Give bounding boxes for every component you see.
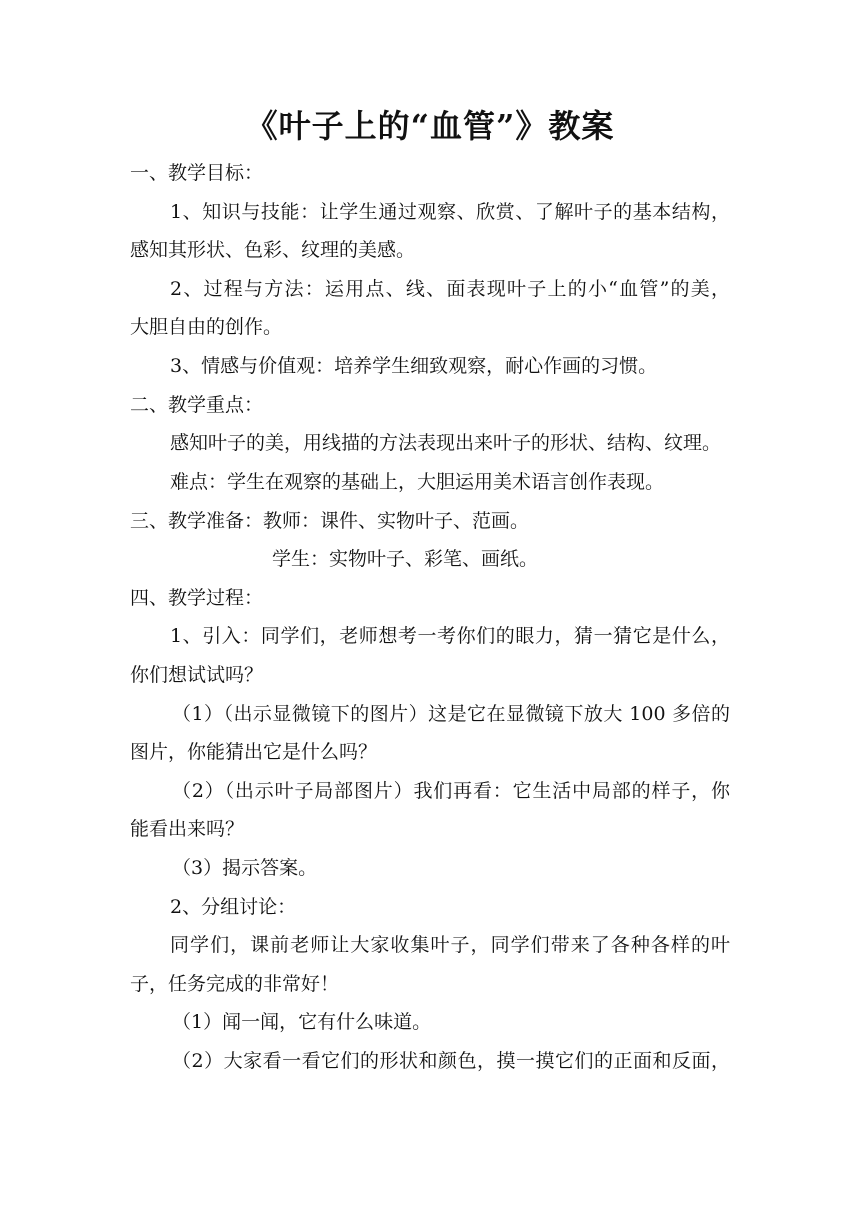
paragraph-line: 难点：学生在观察的基础上，大胆运用美术语言创作表现。: [170, 471, 665, 493]
section-heading-process: 四、教学过程：: [130, 587, 264, 609]
paragraph-line: 感知叶子的美，用线描的方法表现出来叶子的形状、结构、纹理。: [170, 432, 722, 454]
paragraph-line: 1、引入：同学们，老师想考一考你们的眼力，猜一猜它是什么，: [170, 625, 730, 647]
paragraph-line: 子，任务完成的非常好！: [130, 973, 340, 995]
paragraph-line: （2）（出示叶子局部图片）我们再看：它生活中局部的样子，你: [172, 780, 730, 802]
paragraph-line: 大胆自由的创作。: [130, 316, 283, 338]
paragraph-line: 学生：实物叶子、彩笔、画纸。: [272, 548, 539, 570]
paragraph-line: 你们想试试吗？: [130, 664, 264, 686]
paragraph-line: 图片，你能猜出它是什么吗？: [130, 741, 378, 763]
paragraph-line: （3）揭示答案。: [172, 857, 318, 879]
paragraph-line: （1）（出示显微镜下的图片）这是它在显微镜下放大 100 多倍的: [172, 703, 730, 725]
paragraph-line: 能看出来吗？: [130, 818, 245, 840]
section-heading-key-points: 二、教学重点：: [130, 394, 264, 416]
document-title: 《叶子上的“血管”》教案: [245, 107, 615, 145]
paragraph-line: 2、分组讨论：: [170, 896, 297, 918]
paragraph-line: 2、过程与方法：运用点、线、面表现叶子上的小“血管”的美，: [170, 278, 730, 300]
section-heading-preparation: 三、教学准备：教师：课件、实物叶子、范画。: [130, 510, 530, 532]
paragraph-line: 同学们，课前老师让大家收集叶子，同学们带来了各种各样的叶: [170, 934, 730, 956]
paragraph-line: 1、知识与技能：让学生通过观察、欣赏、了解叶子的基本结构，: [170, 201, 730, 223]
paragraph-line: （1）闻一闻，它有什么味道。: [172, 1011, 432, 1033]
paragraph-line: 3、情感与价值观：培养学生细致观察，耐心作画的习惯。: [170, 355, 658, 377]
paragraph-line: 感知其形状、色彩、纹理的美感。: [130, 239, 416, 261]
paragraph-line: （2）大家看一看它们的形状和颜色，摸一摸它们的正面和反面，: [172, 1050, 730, 1072]
section-heading-objectives: 一、教学目标：: [130, 162, 264, 184]
